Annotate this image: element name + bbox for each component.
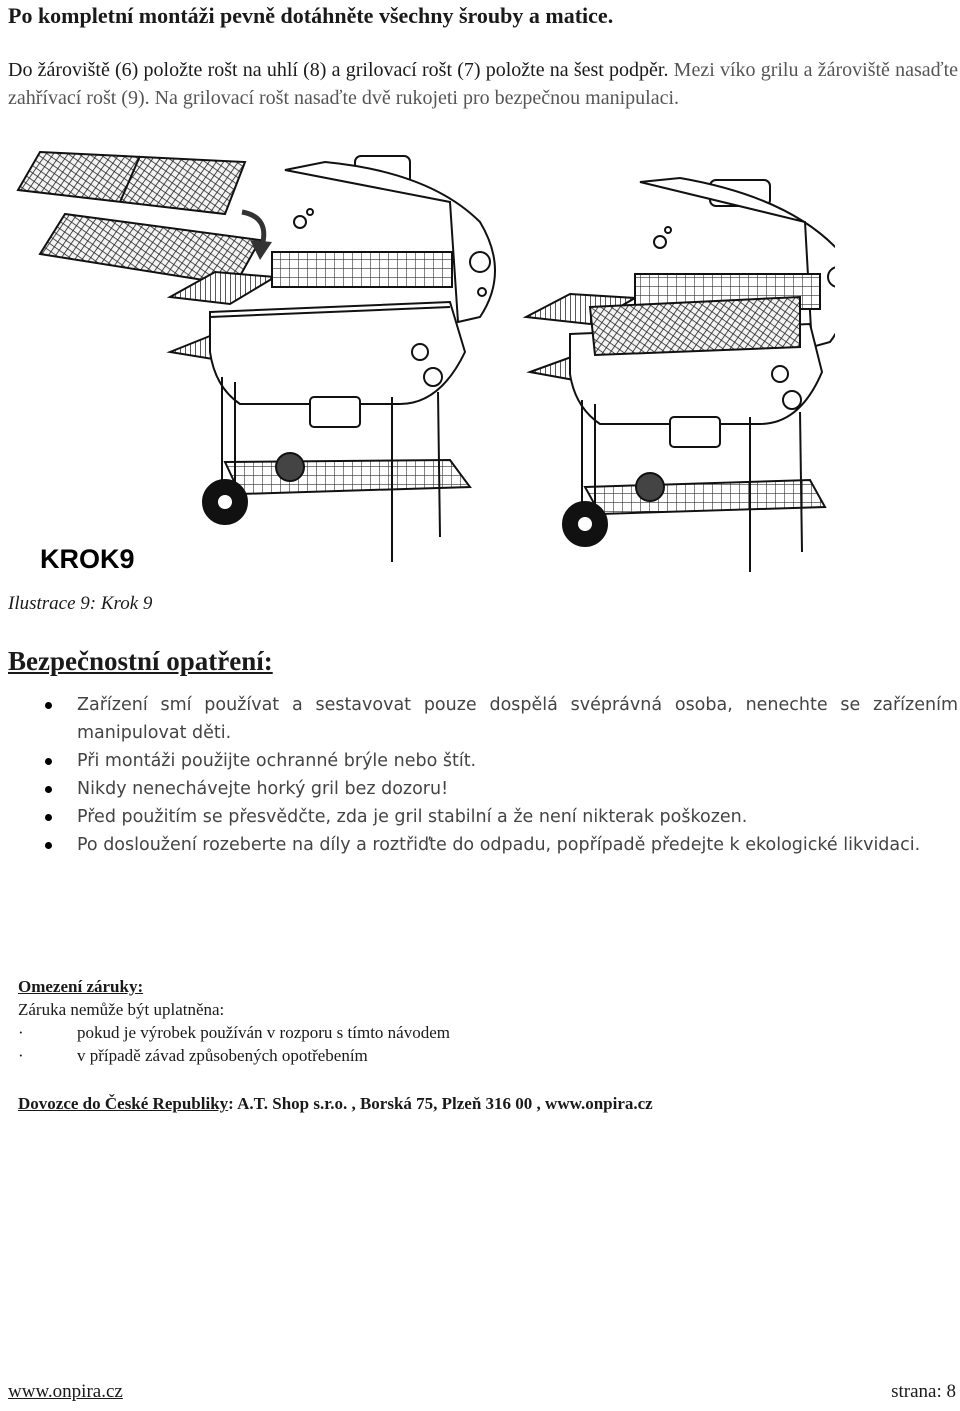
intro-paragraph xyxy=(8,56,958,112)
bullet-icon: · xyxy=(18,1023,24,1042)
list-item: Po dosloužení rozeberte na díly a roztřiďte do odpadu, popřípadě předejte k ekologické likvidaci. xyxy=(0,831,958,859)
importer-info xyxy=(18,1092,653,1116)
intro-part2: Mezi víko grilu a žároviště nasaďte zahřívací rošt (9). Na grilovací rošt nasaďte dvě rukojeti pro bezpečnou manipulaci. xyxy=(8,59,959,109)
bullet-icon: · xyxy=(18,1046,24,1065)
grill-icon xyxy=(170,156,495,562)
figure-caption: Ilustrace 9: Krok 9 xyxy=(8,593,153,614)
safety-list xyxy=(0,691,958,859)
grill-icon xyxy=(526,178,835,572)
warranty-intro: Záruka nemůže být uplatněna: xyxy=(18,1000,225,1019)
warranty-item-text: pokud je výrobek používán v rozporu s tímto návodem xyxy=(77,1023,450,1042)
list-item: Při montáži použijte ochranné brýle nebo štít. xyxy=(0,747,958,775)
assembly-illustration xyxy=(10,142,835,582)
warranty-item xyxy=(18,1044,938,1067)
importer-label: Dovozce do České Republiky xyxy=(18,1094,229,1113)
page-heading: Po kompletní montáži pevně dotáhněte všechny šrouby a matice. xyxy=(8,3,614,28)
warranty-section xyxy=(18,975,938,1067)
warranty-item xyxy=(18,1021,938,1044)
safety-title: Bezpečnostní opatření: xyxy=(8,646,273,676)
step-label: KROK9 xyxy=(40,544,135,574)
list-item: Před použitím se přesvědčte, zda je gril stabilní a že není nikterak poškozen. xyxy=(0,803,958,831)
list-item: Nikdy nenechávejte horký gril bez dozoru! xyxy=(0,775,958,803)
page-number: strana: 8 xyxy=(891,1381,956,1402)
warranty-item-text: v případě závad způsobených opotřebením xyxy=(77,1046,368,1065)
warming-rack-part xyxy=(18,152,245,214)
list-item: Zařízení smí používat a sestavovat pouze dospělá svéprávná osoba, nenechte se zařízením manipulovat děti. xyxy=(0,691,958,747)
intro-part1: Do žároviště (6) položte rošt na uhlí (8) a grilovací rošt (7) položte na šest podpěr. xyxy=(8,59,669,81)
warranty-title: Omezení záruky: xyxy=(18,977,144,996)
importer-text: : A.T. Shop s.r.o. , Borská 75, Plzeň 316 00 , www.onpira.cz xyxy=(228,1094,653,1113)
footer-website-link[interactable]: www.onpira.cz xyxy=(8,1381,123,1402)
